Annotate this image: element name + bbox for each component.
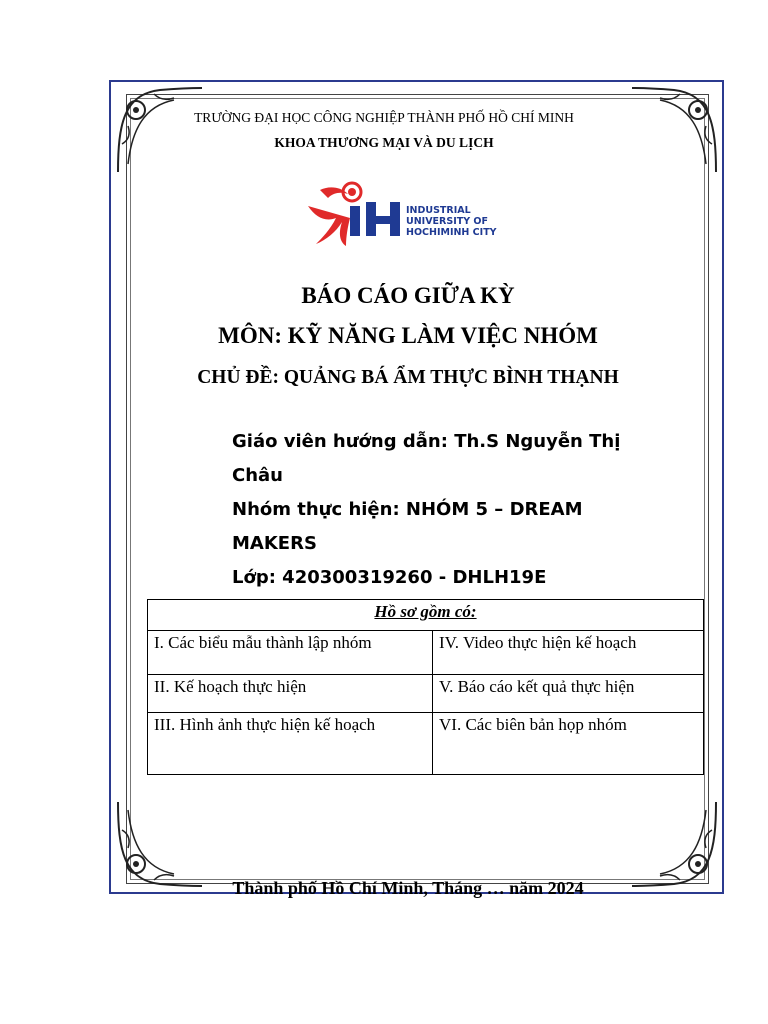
- table-row: [148, 675, 704, 713]
- table-row: [148, 713, 704, 775]
- table-cell: VI. Các biên bản họp nhóm: [433, 713, 704, 775]
- class-line: Lớp: 420300319260 - DHLH19E: [232, 567, 547, 588]
- logo-text-1: INDUSTRIAL: [406, 205, 471, 216]
- documents-heading: Hồ sơ gồm có:: [148, 600, 704, 631]
- corner-ornament-icon: [114, 84, 206, 176]
- documents-table: [147, 599, 704, 775]
- report-title: BÁO CÁO GIỮA KỲ: [301, 283, 515, 308]
- topic-title: CHỦ ĐỀ: QUẢNG BÁ ẨM THỰC BÌNH THẠNH: [197, 367, 619, 388]
- corner-ornament-icon: [114, 798, 206, 890]
- logo-text-2: UNIVERSITY OF: [406, 216, 488, 227]
- faculty-name: KHOA THƯƠNG MẠI VÀ DU LỊCH: [274, 135, 494, 150]
- university-logo-icon: [302, 178, 512, 248]
- table-cell: V. Báo cáo kết quả thực hiện: [433, 675, 704, 713]
- logo-text-3: HOCHIMINH CITY: [406, 227, 497, 238]
- report-info: [232, 425, 652, 595]
- group-line: Nhóm thực hiện: NHÓM 5 – DREAM MAKERS: [232, 499, 583, 554]
- table-cell: I. Các biểu mẫu thành lập nhóm: [148, 631, 433, 675]
- table-cell: II. Kế hoạch thực hiện: [148, 675, 433, 713]
- footer-date-line: Thành phố Hồ Chí Minh, Tháng … năm 2024: [232, 878, 584, 898]
- school-name: TRƯỜNG ĐẠI HỌC CÔNG NGHIỆP THÀNH PHỐ HỒ CHÍ MINH: [194, 110, 574, 125]
- corner-ornament-icon: [628, 84, 720, 176]
- table-cell: III. Hình ảnh thực hiện kế hoạch: [148, 713, 433, 775]
- table-cell: IV. Video thực hiện kế hoạch: [433, 631, 704, 675]
- table-row: [148, 631, 704, 675]
- teacher-line: Giáo viên hướng dẫn: Th.S Nguyễn Thị Châu: [232, 431, 621, 486]
- subject-title: MÔN: KỸ NĂNG LÀM VIỆC NHÓM: [218, 323, 598, 348]
- corner-ornament-icon: [628, 798, 720, 890]
